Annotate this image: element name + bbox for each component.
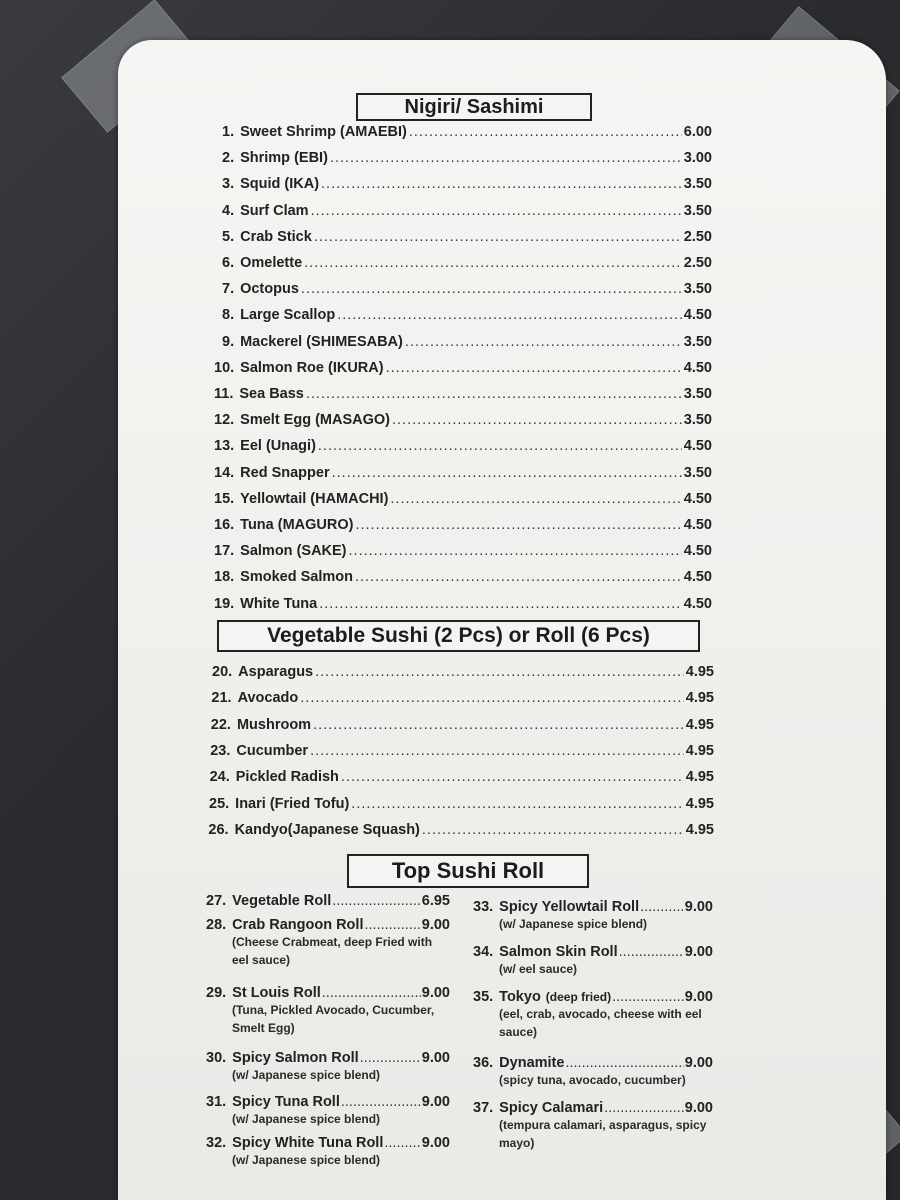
- dot-leader: [384, 1135, 420, 1151]
- item-number: 15.: [214, 490, 235, 507]
- item-number: 21.: [211, 690, 232, 707]
- item-name: Salmon (SAKE): [240, 543, 347, 560]
- item-name: Kandyo(Japanese Squash): [234, 821, 420, 838]
- item-number: 4.: [222, 202, 235, 219]
- dot-leader: [405, 334, 682, 350]
- item-price: 3.50: [683, 202, 712, 219]
- dot-leader: [332, 893, 420, 909]
- item-number: 5.: [222, 228, 235, 245]
- item-number: 24.: [209, 769, 230, 786]
- item-name: White Tuna: [240, 595, 318, 612]
- item-name: Crab Rangoon Roll: [232, 917, 364, 933]
- item-number: 10.: [214, 359, 235, 376]
- item-description: (tempura calamari, asparagus, spicy mayo): [499, 1118, 707, 1150]
- item-price: 9.00: [684, 944, 713, 960]
- item-price: 9.00: [684, 899, 713, 915]
- item-name: Vegetable Roll: [232, 893, 332, 909]
- item-number: 13.: [214, 438, 235, 455]
- item-price: 4.50: [683, 517, 712, 533]
- item-name: Smelt Egg (MASAGO): [240, 412, 391, 429]
- item-number: 30.: [206, 1050, 227, 1066]
- item-price: 6.00: [683, 124, 712, 140]
- item-price: 4.50: [683, 359, 712, 376]
- item-price: 9.00: [421, 917, 450, 933]
- item-number: 35.: [473, 989, 494, 1005]
- menu-item: [222, 281, 712, 301]
- menu-item: [214, 569, 712, 589]
- item-price: 9.00: [684, 1055, 713, 1071]
- item-price: 9.00: [421, 985, 450, 1001]
- menu-item: [222, 255, 712, 275]
- dot-leader: [321, 176, 682, 192]
- item-price: 3.50: [683, 386, 712, 402]
- dot-leader: [310, 743, 684, 759]
- item-number: 19.: [214, 595, 235, 612]
- roll-item: [473, 899, 713, 933]
- item-name: Spicy Tuna Roll: [232, 1094, 340, 1110]
- item-number: 27.: [206, 893, 227, 909]
- item-name: Dynamite: [499, 1055, 565, 1071]
- item-number: 25.: [209, 795, 230, 812]
- item-name: Sea Bass: [239, 386, 304, 402]
- item-subtitle: (deep fried): [545, 990, 612, 1004]
- roll-item: [206, 893, 450, 909]
- dot-leader: [314, 229, 682, 245]
- item-description: (w/ Japanese spice blend): [232, 1112, 381, 1126]
- item-number: 1.: [222, 124, 235, 140]
- item-name: Salmon Skin Roll: [499, 944, 618, 960]
- item-description: (w/ Japanese spice blend): [232, 1068, 381, 1082]
- dot-leader: [341, 1094, 421, 1110]
- item-price: 4.95: [685, 769, 714, 786]
- item-number: 20.: [212, 664, 233, 680]
- item-price: 2.50: [683, 255, 712, 271]
- dot-leader: [409, 124, 682, 140]
- dot-leader: [311, 203, 682, 219]
- roll-item: [473, 989, 713, 1041]
- dot-leader: [422, 822, 684, 838]
- item-number: 9.: [222, 333, 235, 350]
- roll-item: [206, 985, 450, 1037]
- item-number: 32.: [206, 1135, 227, 1151]
- dot-leader: [306, 386, 682, 402]
- item-number: 36.: [473, 1055, 494, 1071]
- dot-leader: [337, 307, 682, 323]
- item-number: 17.: [214, 543, 235, 560]
- roll-item: [206, 917, 450, 969]
- roll-item: [206, 1135, 450, 1169]
- item-name: Tokyo: [499, 989, 541, 1005]
- item-number: 3.: [222, 176, 235, 193]
- dot-leader: [351, 796, 683, 812]
- dot-leader: [341, 769, 684, 785]
- menu-item: [214, 543, 712, 563]
- dot-leader: [390, 491, 681, 507]
- roll-item: [206, 1050, 450, 1084]
- heading-vegetable-sushi: Vegetable Sushi (2 Pcs) or Roll (6 Pcs): [217, 620, 700, 652]
- item-number: 31.: [206, 1094, 227, 1110]
- item-number: 29.: [206, 985, 227, 1001]
- item-name: St Louis Roll: [232, 985, 321, 1001]
- menu-item: [211, 690, 714, 710]
- item-price: 9.00: [684, 989, 713, 1005]
- item-description: (Cheese Crabmeat, deep Fried with eel sauce): [232, 935, 433, 967]
- menu-item: [212, 664, 714, 684]
- menu-item: [214, 596, 712, 616]
- dot-leader: [315, 664, 684, 680]
- dot-leader: [355, 569, 682, 585]
- item-name: Salmon Roe (IKURA): [240, 359, 384, 376]
- item-number: 2.: [222, 150, 235, 167]
- dot-leader: [313, 717, 684, 733]
- item-name: Spicy Yellowtail Roll: [499, 899, 640, 915]
- item-price: 9.00: [421, 1094, 450, 1110]
- menu-item: [222, 150, 712, 170]
- menu-item: [208, 822, 714, 842]
- item-name: Asparagus: [238, 664, 314, 680]
- item-name: Squid (IKA): [240, 176, 320, 193]
- item-number: 23.: [210, 742, 231, 759]
- item-price: 4.95: [685, 664, 714, 680]
- menu-item: [214, 465, 712, 485]
- item-number: 34.: [473, 944, 494, 960]
- item-price: 3.50: [683, 464, 712, 481]
- dot-leader: [355, 517, 681, 533]
- dot-leader: [332, 465, 682, 481]
- item-number: 16.: [214, 517, 235, 533]
- roll-item: [473, 944, 713, 978]
- item-number: 33.: [473, 899, 494, 915]
- item-name: Spicy Salmon Roll: [232, 1050, 359, 1066]
- item-name: Tuna (MAGURO): [240, 517, 354, 533]
- dot-leader: [349, 543, 682, 559]
- heading-nigiri-sashimi: Nigiri/ Sashimi: [356, 93, 592, 121]
- item-price: 9.00: [421, 1135, 450, 1151]
- item-number: 11.: [214, 386, 234, 402]
- item-price: 9.00: [684, 1100, 713, 1116]
- item-number: 37.: [473, 1100, 494, 1116]
- item-name: Mackerel (SHIMESABA): [240, 333, 403, 350]
- item-price: 4.50: [683, 307, 712, 324]
- item-name: Crab Stick: [240, 228, 312, 245]
- item-name: Red Snapper: [240, 464, 330, 481]
- item-description: (Tuna, Pickled Avocado, Cucumber, Smelt Egg): [232, 1003, 435, 1035]
- item-name: Spicy White Tuna Roll: [232, 1135, 384, 1151]
- item-description: (eel, crab, avocado, cheese with eel sauce): [499, 1007, 702, 1039]
- item-price: 9.00: [421, 1050, 450, 1066]
- item-price: 4.50: [683, 595, 712, 612]
- item-price: 3.50: [683, 412, 712, 429]
- item-number: 22.: [210, 716, 231, 733]
- dot-leader: [319, 596, 682, 612]
- menu-item: [214, 438, 712, 458]
- dot-leader: [360, 1050, 421, 1066]
- item-price: 4.50: [683, 490, 712, 507]
- menu-item: [210, 769, 714, 789]
- menu-item: [211, 717, 714, 737]
- item-price: 3.50: [683, 281, 712, 298]
- item-price: 6.95: [421, 893, 450, 909]
- item-price: 4.50: [683, 438, 712, 455]
- dot-leader: [318, 438, 682, 454]
- menu-item: [222, 229, 712, 249]
- item-name: Inari (Fried Tofu): [235, 795, 350, 812]
- dot-leader: [386, 360, 682, 376]
- item-price: 3.00: [683, 150, 712, 167]
- item-price: 4.95: [685, 716, 714, 733]
- item-description: (w/ eel sauce): [499, 962, 578, 976]
- item-number: 28.: [206, 917, 227, 933]
- roll-item: [473, 1100, 713, 1152]
- roll-item: [206, 1094, 450, 1128]
- item-name: Smoked Salmon: [240, 569, 353, 586]
- dot-leader: [330, 150, 682, 166]
- item-price: 4.95: [685, 795, 714, 812]
- menu-item: [214, 360, 712, 380]
- dot-leader: [604, 1100, 684, 1116]
- item-name: Sweet Shrimp (AMAEBI): [240, 124, 407, 140]
- item-number: 7.: [222, 281, 235, 298]
- menu-item: [214, 386, 712, 406]
- menu-item: [222, 334, 712, 354]
- menu-item: [214, 412, 712, 432]
- dot-leader: [392, 412, 682, 428]
- menu-item: [222, 176, 712, 196]
- dot-leader: [640, 899, 684, 915]
- menu-item: [222, 307, 712, 327]
- item-name: Avocado: [237, 690, 299, 707]
- item-price: 3.50: [683, 333, 712, 350]
- item-name: Yellowtail (HAMACHI): [240, 490, 389, 507]
- menu-item: [209, 796, 714, 816]
- item-number: 12.: [214, 412, 235, 429]
- item-name: Spicy Calamari: [499, 1100, 604, 1116]
- dot-leader: [364, 917, 420, 933]
- heading-top-sushi-roll: Top Sushi Roll: [347, 854, 589, 888]
- item-name: Octopus: [240, 281, 299, 298]
- item-name: Surf Clam: [240, 202, 309, 219]
- item-price: 4.95: [685, 742, 714, 759]
- dot-leader: [322, 985, 421, 1001]
- item-name: Pickled Radish: [235, 769, 339, 786]
- item-number: 6.: [222, 255, 235, 271]
- dot-leader: [301, 281, 682, 297]
- item-number: 8.: [222, 307, 235, 324]
- item-price: 2.50: [683, 228, 712, 245]
- item-description: (w/ Japanese spice blend): [232, 1153, 381, 1167]
- dot-leader: [565, 1055, 683, 1071]
- item-name: Shrimp (EBI): [240, 150, 328, 167]
- item-price: 4.95: [685, 690, 714, 707]
- item-number: 14.: [214, 464, 235, 481]
- item-number: 26.: [208, 821, 229, 838]
- roll-item: [473, 1055, 713, 1089]
- menu-item: [214, 517, 712, 537]
- item-price: 4.50: [683, 543, 712, 560]
- menu-item: [214, 491, 712, 511]
- item-name: Omelette: [240, 255, 303, 271]
- dot-leader: [619, 944, 684, 960]
- item-price: 4.50: [683, 569, 712, 586]
- item-name: Mushroom: [236, 716, 312, 733]
- menu-item: [222, 124, 712, 144]
- menu-item: [222, 203, 712, 223]
- menu-item: [210, 743, 714, 763]
- dot-leader: [304, 255, 682, 271]
- item-price: 4.95: [685, 821, 714, 838]
- item-name: Cucumber: [236, 742, 309, 759]
- item-name: Eel (Unagi): [240, 438, 316, 455]
- item-price: 3.50: [683, 176, 712, 193]
- item-number: 18.: [214, 569, 235, 586]
- dot-leader: [612, 989, 684, 1005]
- item-description: (w/ Japanese spice blend): [499, 917, 648, 931]
- dot-leader: [300, 690, 683, 706]
- item-name: Large Scallop: [240, 307, 336, 324]
- item-description: (spicy tuna, avocado, cucumber): [499, 1073, 686, 1087]
